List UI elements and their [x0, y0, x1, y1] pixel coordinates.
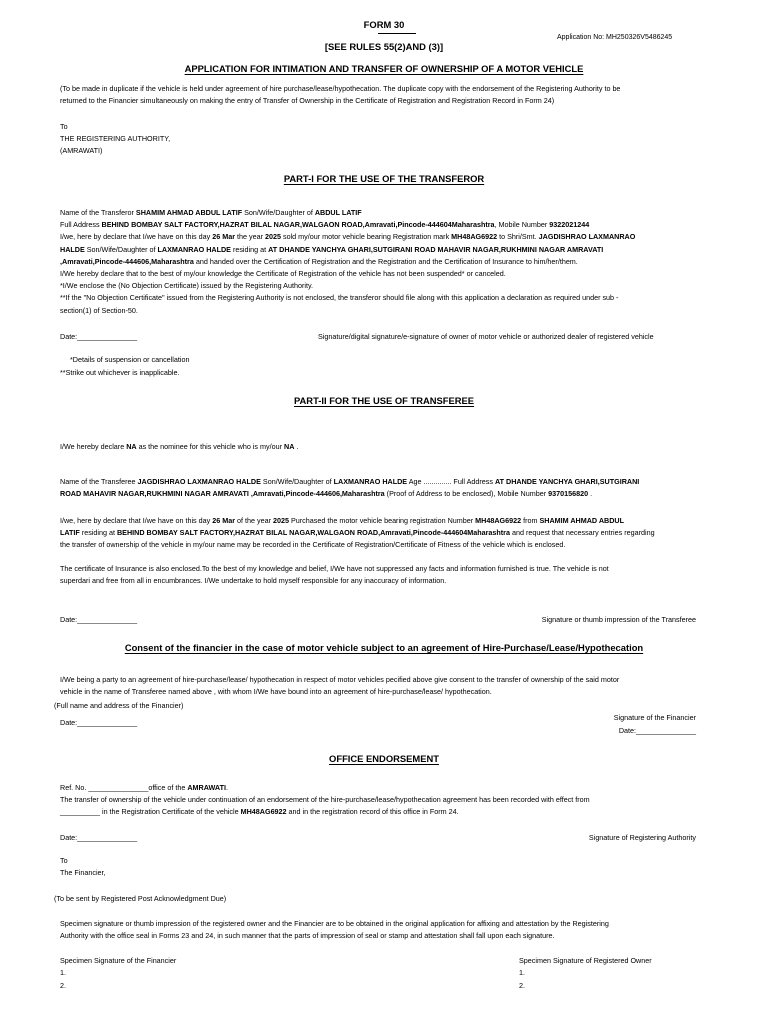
specimen-financier-label: Specimen Signature of the Financier — [60, 956, 177, 965]
financier-date-right: Date:_______________ — [618, 726, 696, 735]
financier-consent-text: I/We being a party to an agreement of hire-purchase/lease/ hypothecation in respect of motor vehicles pecified above give consent to the transfer of ownership of the said motor vehicle in the name of Transferee named above , with whom I/We have bound into an agreement of hire-purchase/lease/ hypothecation. — [60, 675, 620, 697]
application-number: Application No: MH250326V5486245 — [557, 34, 673, 41]
transferor-declaration: Name of the Transferor SHAMIM AHMAD ABDUL LATIF Son/Wife/Daughter of ABDUL LATIF Full Address BEHIND BOMBAY SALT FACTORY,HAZRAT BILAL NAGAR,WALGAON ROAD,Amravati,Pincode-444604Maharashtra, Mobile Number 9322021244 I/we, here by declare that I/we have on this day 26 Mar the year 2025 sold my/our motor vehicle bearing Registration mark MH48AG6922 to Shri/Smt. JAGDISHRAO LAXMANRAO HALDE Son/Wife/Daughter of LAXMANRAO HALDE residing at AT DHANDE YANCHYA GHARI,SUTGIRANI ROAD MAHAVIR NAGAR,RUKHMINI NAGAR AMRAVATI ,Amravati,Pincode-444606,Maharashtra and handed over the Certification of Registration and the Registration and the Certification of Insurance to him/her/them. I/We hereby declare that to the best of my/our knowledge the Certificate of Registration of the vehicle has not been suspended* or canceled. *I/We enclose the (No Objection Certificate) issued by the Registering Authority. **If the "No Objection Certificate" issued from the Registering Authority is not enclosed, the transferor should file along with this application a declaration as required under sub - section(1) of Section-50. — [60, 208, 636, 315]
transferee-signature-label: Signature or thumb impression of the Transferee — [541, 615, 696, 624]
insurance-declaration: The certificate of Insurance is also enclosed.To the best of my knowledge and belief, I/We have not suppressed any facts and information furnished is true. The vehicle is not superdari and free from all in encumbrances. I/We undertake to hold myself responsible for any inaccuracy of information. — [60, 564, 609, 586]
part1-date: Date:_______________ — [60, 332, 138, 341]
part1-owner-signature-label: Signature/digital signature/e-signature of owner of motor vehicle or authorized dealer of registered vehicle — [318, 332, 654, 341]
registered-post-note: (To be sent by Registered Post Acknowledgment Due) — [54, 894, 227, 903]
office-date: Date:_______________ — [60, 833, 138, 842]
nominee-declaration: I/We hereby declare NA as the nominee for this vehicle who is my/our NA . — [60, 442, 299, 451]
financier-signature-label: Signature of the Financier — [613, 713, 696, 722]
transferee-details: Name of the Transferee JAGDISHRAO LAXMANRAO HALDE Son/Wife/Daughter of LAXMANRAO HALDE Age .............. Full Address AT DHANDE YANCHYA GHARI,SUTGIRANI ROAD MAHAVIR NAGAR,RUKHMINI NAGAR AMRAVATI ,Amravati,Pincode-444606,Maharashtra (Proof of Address to be enclosed), Mobile Number 9370156820 . — [60, 477, 640, 499]
financier-addressee: To The Financier, — [60, 856, 106, 878]
office-endorsement-heading: OFFICE ENDORSEMENT — [329, 753, 439, 764]
office-endorsement-text: Ref. No. _______________office of the AMRAWATI. The transfer of ownership of the vehicle under continuation of an endorsement of the hire-purchase/lease/hypothecation agreement has been recorded with effect from __________ in the Registration Certificate of the vehicle MH48AG6922 and in the registration record of this office in Form 24. — [60, 783, 590, 817]
financier-consent-heading: Consent of the financier in the case of motor vehicle subject to an agreement of Hire-Purchase/Lease/Hypothecation — [124, 642, 644, 653]
part1-heading: PART-I FOR THE USE OF THE TRANSFEROR — [283, 173, 485, 184]
specimen-owner-1: 1. — [519, 968, 525, 977]
financier-date: Date:_______________ — [60, 718, 138, 727]
specimen-financier-2: 2. — [60, 981, 66, 990]
form-number-underline — [378, 33, 416, 34]
document-title: APPLICATION FOR INTIMATION AND TRANSFER OF OWNERSHIP OF A MOTOR VEHICLE — [184, 63, 584, 74]
part1-footnote-suspension: *Details of suspension or cancellation — [70, 355, 190, 364]
part2-heading: PART-II FOR THE USE OF TRANSFEREE — [293, 395, 475, 406]
specimen-instructions: Specimen signature or thumb impression of the registered owner and the Financier are to be obtained in the original application for affixing and attestation by the Registering Authority with the office seal in Forms 23 and 24, in such manner that the parts of impression of seal or stamp and attestation shall fall upon each signature. — [60, 919, 609, 941]
specimen-owner-label: Specimen Signature of Registered Owner — [519, 956, 652, 965]
rules-reference: [SEE RULES 55(2)AND (3)] — [324, 41, 444, 52]
financier-name-address-label: (Full name and address of the Financier) — [54, 701, 184, 710]
part1-footnote-strike: **Strike out whichever is inapplicable. — [60, 368, 180, 377]
registering-authority-signature-label: Signature of Registering Authority — [588, 833, 696, 842]
specimen-owner-2: 2. — [519, 981, 525, 990]
purchase-declaration: I/we, here by declare that I/we have on this day 26 Mar of the year 2025 Purchased the motor vehicle bearing registration Number MH48AG6922 from SHAMIM AHMAD ABDUL LATIF residing at BEHIND BOMBAY SALT FACTORY,HAZRAT BILAL NAGAR,WALGAON ROAD,Amravati,Pincode-444604Maharashtra and request that necessary entries regarding the transfer of ownership of the vehicle in my/our name may be recorded in the Certificate of Registration/Certificate of Fitness of the vehicle which is enclosed. — [60, 516, 655, 550]
specimen-financier-1: 1. — [60, 968, 66, 977]
form-number: FORM 30 — [363, 19, 405, 30]
part2-date: Date:_______________ — [60, 615, 138, 624]
addressee-block: To THE REGISTERING AUTHORITY, (AMRAWATI) — [60, 122, 171, 156]
intro-note: (To be made in duplicate if the vehicle is held under agreement of hire purchase/lease/hypothecation. The duplicate copy with the endorsement of the Registering Authority to be returned to the Financier simultaneously on making the entry of Transfer of Ownership in the Certificate of Registration and Registration Record in Form 24) — [60, 84, 621, 106]
